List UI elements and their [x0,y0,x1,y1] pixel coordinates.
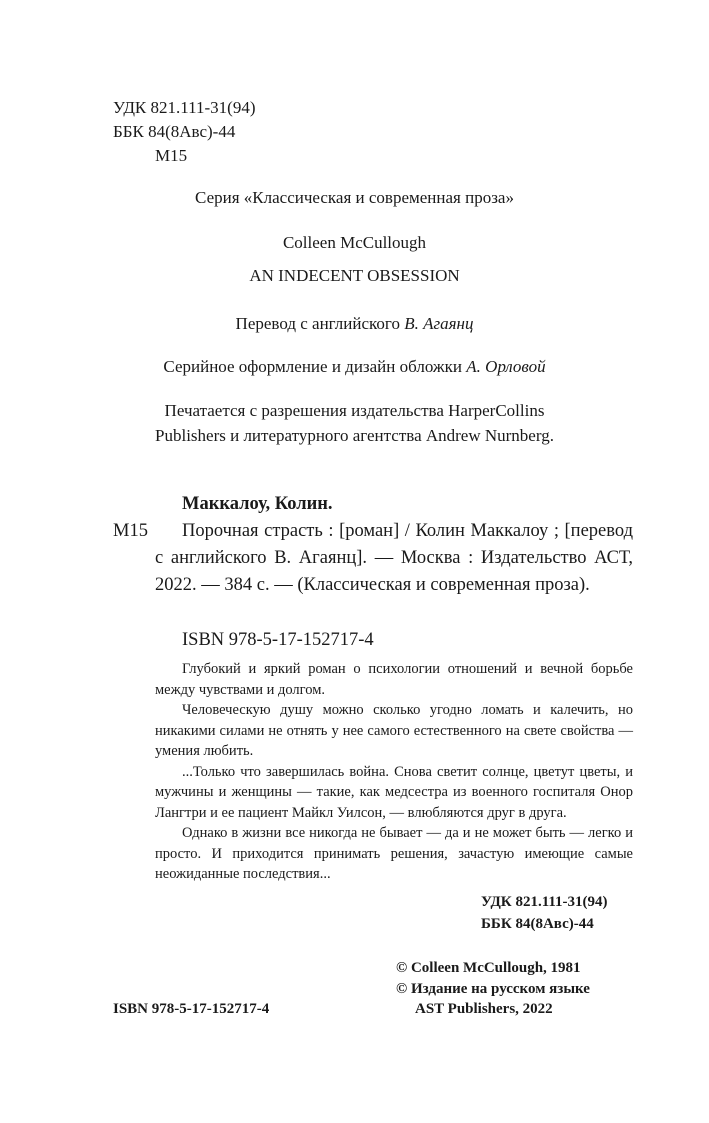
design-credit-line [0,355,709,379]
original-author: Colleen McCullough [282,233,427,252]
bbk-stamp: ББК 84(8Авс)-44 [481,916,594,932]
record-text: Порочная страсть : [роман] / Колин Маккалоу ; [перевод с английского В. Агаянц]. — Москва : Издательство АСТ, 2022. — 384 с. — (Классическая и современная проза). [155,521,633,595]
original-title: AN INDECENT OBSESSION [249,266,460,285]
author-mark: М15 [155,146,188,165]
translation-prefix: Перевод с английского [235,314,400,333]
designer-name: А. Орловой [466,357,546,376]
bbk-code: ББК 84(8Авс)-44 [113,122,236,141]
annotation-paragraph: Человеческую душу можно сколько угодно ломать и калечить, но никакими силами не отнять у нее самого естественного на свете свойства — умения любить. [155,702,633,759]
record-author-mark: М15 [113,521,148,541]
copyright-edition: © Издание на русском языке [396,981,590,997]
record-body [155,518,633,599]
permission-line-2: Publishers и литературного агентства Andrew Nurnberg. [155,426,554,445]
udk-code: УДК 821.111-31(94) [113,98,256,117]
annotation-paragraph: ...Только что завершилась война. Снова светит солнце, цветут цветы, и мужчины и женщины — такие, как медсестра из военного госпиталя Онор Лангтри и ее пациент Майкл Уилсон, — влюбляются друг в друга. [155,763,633,821]
series-line: Серия «Классическая и современная проза» [195,188,514,207]
design-credit-prefix: Серийное оформление и дизайн обложки [163,357,463,376]
record-isbn: ISBN 978-5-17-152717-4 [182,630,374,650]
annotation-paragraph: Однако в жизни все никогда не бывает — да и не может быть — легко и просто. И приходится принимать решения, зачастую имеющие самые неожиданные последствия... [155,825,633,882]
annotation [155,659,633,885]
footer-isbn: ISBN 978-5-17-152717-4 [113,1001,270,1017]
permission-line-1: Печатается с разрешения издательства HarperCollins [164,401,545,420]
copyright-publisher: AST Publishers, 2022 [415,1001,553,1017]
annotation-paragraph: Глубокий и яркий роман о психологии отношений и вечной борьбе между чувствами и долгом. [155,661,633,698]
udk-stamp: УДК 821.111-31(94) [481,894,608,910]
translation-line [0,312,709,336]
copyright-author: © Colleen McCullough, 1981 [396,960,581,976]
translator-name: В. Агаянц [404,314,474,333]
record-heading: Маккалоу, Колин. [182,494,333,514]
